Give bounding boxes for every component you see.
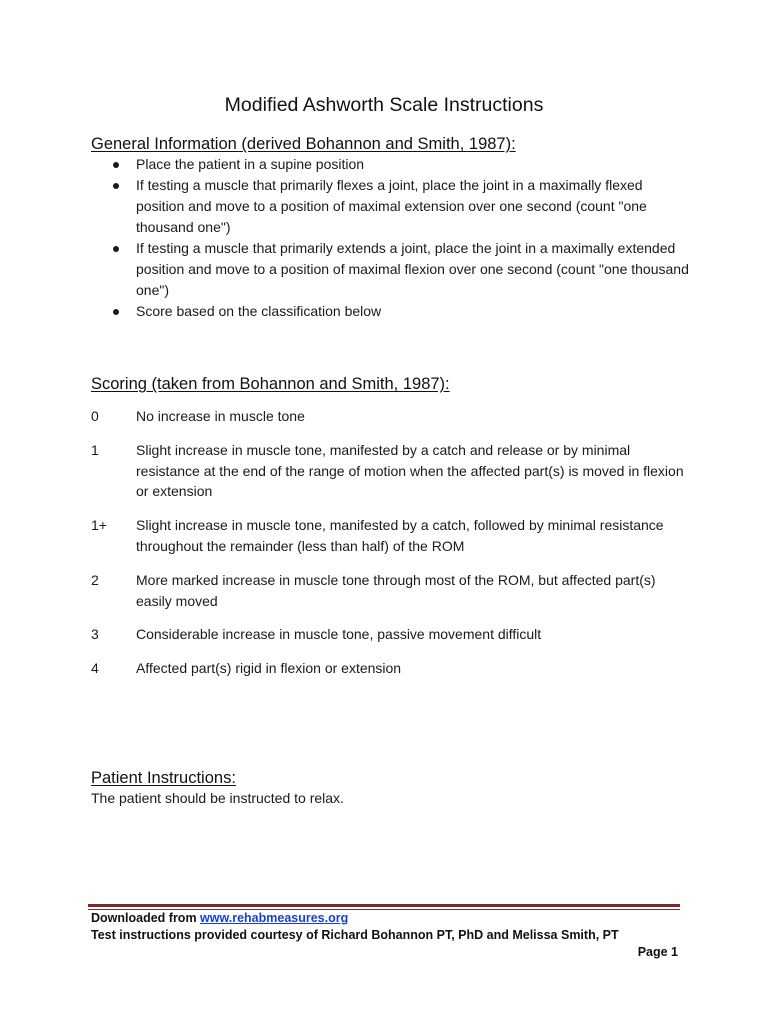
document-title: Modified Ashworth Scale Instructions — [224, 94, 544, 116]
bullet-icon — [113, 246, 119, 252]
bullet-icon — [113, 309, 119, 315]
bullet-text: If testing a muscle that primarily extends a joint, place the joint in a maximally extended position and move to a position of maximal flexion over one second (count "one thousand one") — [136, 240, 689, 298]
footer-download-line — [91, 910, 678, 927]
bullet-item — [91, 154, 691, 175]
footer-courtesy-line: Test instructions provided courtesy of Richard Bohannon PT, PhD and Melissa Smith, PT — [91, 928, 619, 942]
score-description: No increase in muscle tone — [136, 408, 305, 424]
patient-instructions-heading: Patient Instructions: — [91, 769, 236, 787]
bullet-item — [91, 301, 691, 322]
bullet-icon — [113, 162, 119, 168]
score-code: 1+ — [91, 517, 107, 534]
score-row — [91, 570, 691, 612]
scoring-list — [91, 406, 691, 679]
score-description: Slight increase in muscle tone, manifested by a catch and release or by minimal resistance at the end of the range of motion when the affected part(s) is moved in flexion or extension — [136, 441, 684, 500]
footer-download-label: Downloaded from — [91, 911, 201, 925]
bullet-text: If testing a muscle that primarily flexes a joint, place the joint in a maximally flexed position and move to a position of maximal extension over one second (count "one thousand one") — [136, 177, 647, 235]
page-footer — [91, 910, 678, 961]
patient-instructions-text: The patient should be instructed to relax. — [91, 790, 344, 806]
score-code: 2 — [91, 571, 99, 588]
bullet-item — [91, 175, 691, 238]
footer-divider — [88, 904, 680, 907]
score-row — [91, 515, 691, 557]
score-code: 0 — [91, 408, 99, 424]
score-code: 4 — [91, 660, 99, 677]
score-row — [91, 406, 691, 427]
rehabmeasures-link[interactable]: www.rehabmeasures.org — [200, 911, 349, 925]
bullet-text: Place the patient in a supine position — [136, 156, 365, 172]
score-description: Slight increase in muscle tone, manifested by a catch, followed by minimal resistance throughout the remainder (less than half) of the ROM — [136, 517, 664, 554]
general-information-list — [91, 154, 691, 322]
score-description: Considerable increase in muscle tone, passive movement difficult — [136, 626, 542, 643]
bullet-icon — [113, 183, 119, 189]
scoring-heading: Scoring (taken from Bohannon and Smith, 1987): — [91, 375, 450, 393]
bullet-text: Score based on the classification below — [136, 303, 382, 319]
score-row — [91, 624, 691, 645]
page-number: Page 1 — [637, 945, 678, 959]
bullet-item — [91, 238, 691, 301]
general-information-heading: General Information (derived Bohannon and Smith, 1987): — [91, 135, 516, 153]
score-row — [91, 658, 691, 679]
score-description: Affected part(s) rigid in flexion or extension — [136, 660, 402, 677]
score-code: 1 — [91, 441, 99, 458]
score-description: More marked increase in muscle tone through most of the ROM, but affected part(s) easily moved — [136, 571, 656, 609]
score-row — [91, 440, 691, 502]
score-code: 3 — [91, 626, 99, 643]
